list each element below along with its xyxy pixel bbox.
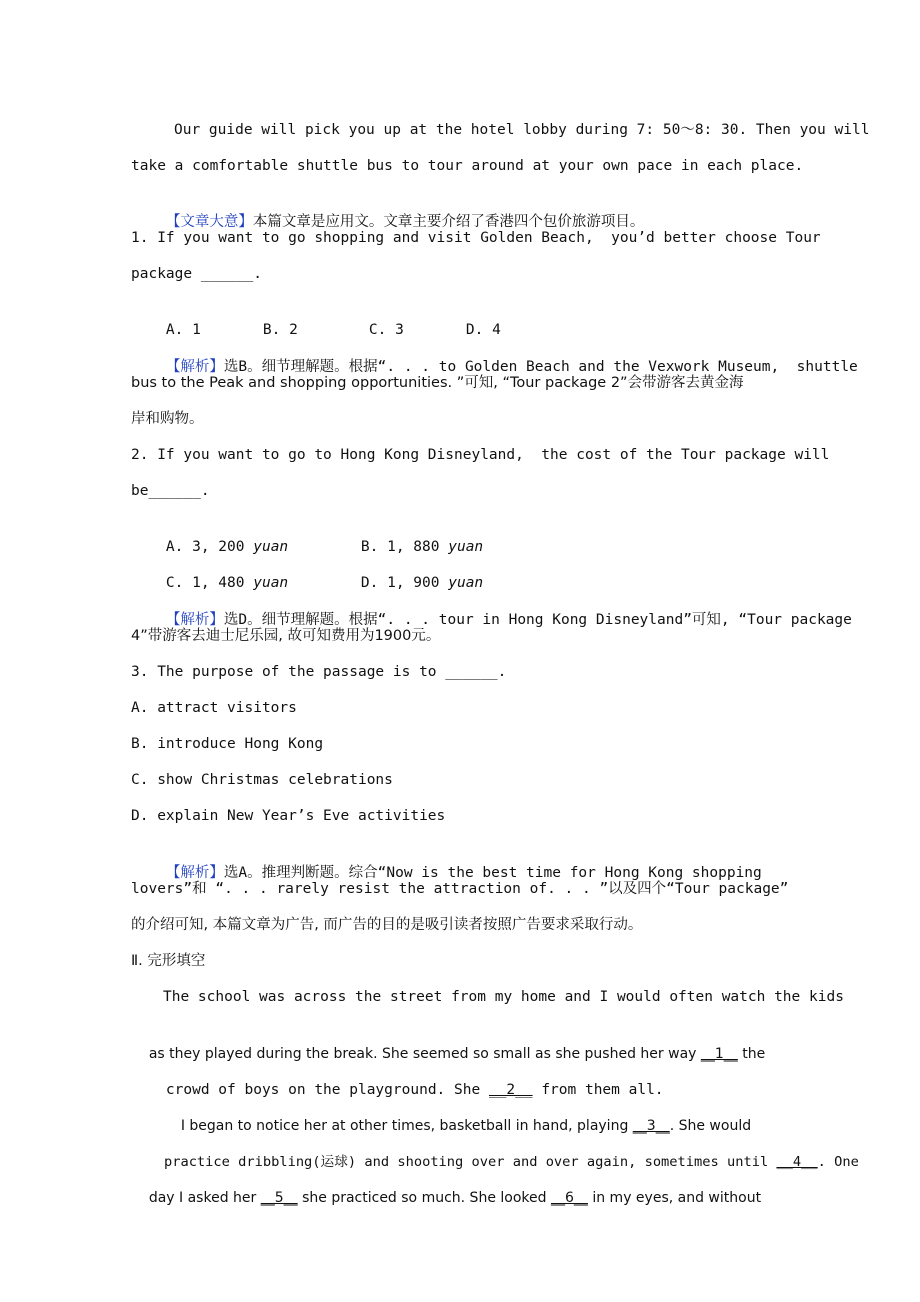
passage-line: Our guide will pick you up at the hotel lobby during 7: 50～8: 30. Then you will — [174, 122, 870, 138]
option-a-unit: yuan — [253, 539, 289, 555]
question-1-stem: 1. If you want to go shopping and visit Golden Beach, you’d better choose Tour — [131, 230, 821, 246]
question-2-stem-cont: be______. — [131, 483, 210, 499]
blank-4: __4__ — [776, 1154, 818, 1170]
analysis-1-line: bus to the Peak and shopping opportunities. ”可知, “Tour package 2”会带游客去黄金海 — [131, 375, 744, 391]
analysis-text: 选B。细节理解题。根据“. . . to Golden Beach and the Vexwork Museum, shuttle — [223, 359, 858, 375]
analysis-tag: 【解析】 — [165, 359, 224, 375]
question-2-stem: 2. If you want to go to Hong Kong Disneyland, the cost of the Tour package will — [131, 447, 830, 463]
cloze-text: crowd of boys on the playground. She — [165, 1082, 489, 1098]
cloze-text: from them all. — [532, 1082, 664, 1098]
cloze-text: in my eyes, and without — [587, 1190, 762, 1206]
analysis-tag: 【解析】 — [165, 865, 224, 881]
analysis-1-line: 岸和购物。 — [131, 411, 204, 427]
summary-tag: 【文章大意】 — [165, 214, 253, 230]
analysis-3-line: 的介绍可知, 本篇文章为广告, 而广告的目的是吸引读者按照广告要求采取行动。 — [131, 917, 643, 933]
cloze-text: practice dribbling(运球) and shooting over and over again, sometimes until — [163, 1154, 777, 1170]
option-c-unit: yuan — [253, 575, 289, 591]
option-c-label: C. 1, 480 — [165, 575, 254, 591]
cloze-text: she practiced so much. She looked — [297, 1190, 551, 1206]
option-c: C. show Christmas celebrations — [131, 772, 393, 788]
blank-5: __5__ — [260, 1190, 298, 1206]
option-b-unit: yuan — [448, 539, 484, 555]
blank-3: __3__ — [632, 1118, 670, 1134]
analysis-2-line: 4”带游客去迪士尼乐园, 故可知费用为1900元。 — [131, 628, 441, 644]
question-1-stem-cont: package ______. — [131, 266, 262, 282]
blank-1: __1__ — [700, 1046, 738, 1062]
option-d: D. explain New Year’s Eve activities — [131, 808, 446, 824]
option-a-label: A. 3, 200 — [165, 539, 254, 555]
blank-6: __6__ — [550, 1190, 588, 1206]
analysis-text: 选A。推理判断题。综合“Now is the best time for Hong Kong shopping — [223, 865, 762, 881]
cloze-text: day I asked her — [148, 1190, 261, 1206]
cloze-text: . One — [817, 1154, 859, 1170]
passage-line: take a comfortable shuttle bus to tour around at your own pace in each place. — [131, 158, 804, 174]
cloze-line — [131, 1168, 826, 1228]
option-c: C. 3 — [368, 322, 404, 338]
analysis-tag: 【解析】 — [165, 612, 224, 628]
blank-2: __2__ — [488, 1082, 533, 1098]
option-d: D. 4 — [465, 322, 501, 338]
question-3-stem: 3. The purpose of the passage is to ______. — [131, 664, 507, 680]
analysis-text: 选D。细节理解题。根据“. . . tour in Hong Kong Disneyland”可知, “Tour package — [223, 612, 852, 628]
cloze-text: . She would — [669, 1118, 752, 1134]
option-b-label: B. 1, 880 — [360, 539, 449, 555]
option-d-label: D. 1, 900 — [360, 575, 449, 591]
cloze-text: as they played during the break. She seemed so small as she pushed her way — [148, 1046, 701, 1062]
option-b: B. 2 — [262, 322, 298, 338]
option-a: A. attract visitors — [131, 700, 297, 716]
section-title: Ⅱ. 完形填空 — [131, 953, 206, 969]
summary-text: 本篇文章是应用文。文章主要介绍了香港四个包价旅游项目。 — [252, 214, 645, 230]
option-a: A. 1 — [165, 322, 201, 338]
option-d-unit: yuan — [448, 575, 484, 591]
cloze-line: The school was across the street from my home and I would often watch the kids — [163, 989, 844, 1005]
cloze-text: I began to notice her at other times, basketball in hand, playing — [180, 1118, 633, 1134]
option-b: B. introduce Hong Kong — [131, 736, 324, 752]
analysis-3-line: lovers”和 “. . . rarely resist the attraction of. . . ”以及四个“Tour package” — [131, 881, 789, 897]
cloze-text: the — [737, 1046, 766, 1062]
